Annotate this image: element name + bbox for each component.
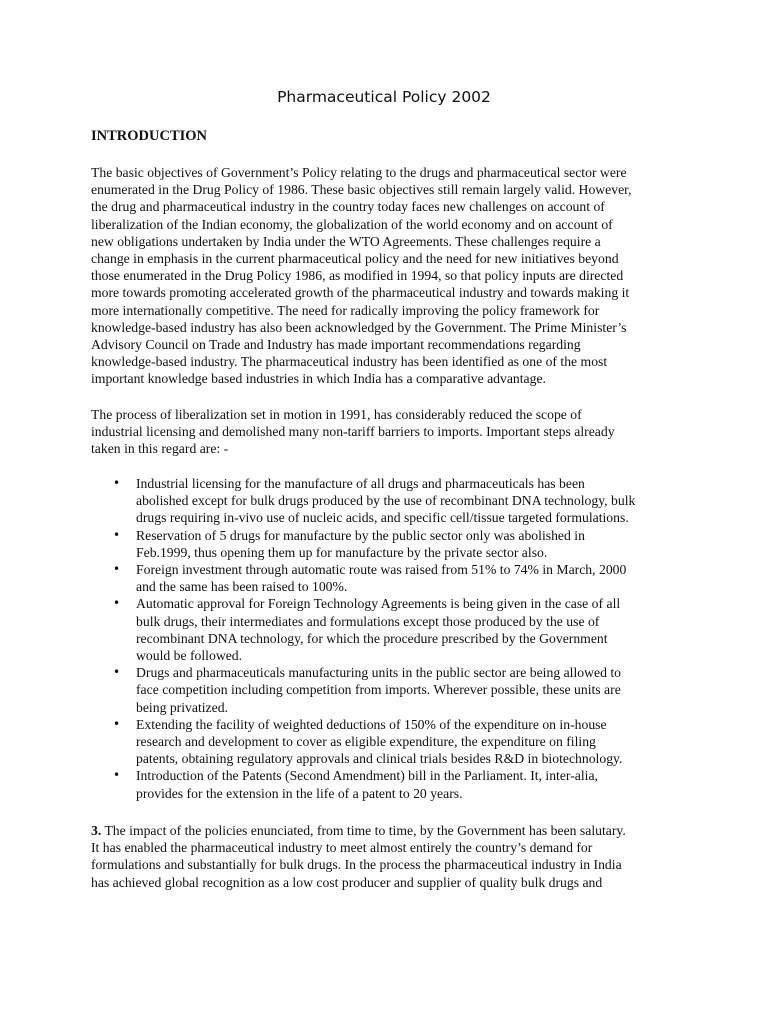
bullet-item	[91, 475, 677, 527]
bullet-line: Feb.1999, thus opening them up for manufacture by the private sector also.	[136, 544, 548, 560]
paragraph-number: 3.	[91, 823, 102, 838]
bullet-line: Foreign investment through automatic route was raised from 51% to 74% in March, 2000	[136, 562, 627, 578]
bullet-dot-icon: •	[113, 476, 121, 490]
bullet-line: Industrial licensing for the manufacture of all drugs and pharmaceuticals has been	[136, 476, 585, 491]
paragraph-impact	[91, 822, 677, 891]
paragraph-line: those enumerated in the Drug Policy 1986, as modified in 1994, so that policy inputs are directed	[91, 268, 624, 284]
paragraph-line: important knowledge based industries in which India has a comparative advantage.	[91, 371, 546, 387]
bullet-line: bulk drugs, their intermediates and formulations except those produced by the use of	[136, 613, 600, 629]
bullet-line: research and development to cover as eligible expenditure, the expenditure on filing	[136, 734, 596, 750]
paragraph-line: more internationally competitive. The need for radically improving the policy framework for	[91, 302, 600, 318]
paragraph-objectives	[91, 164, 677, 388]
bullet-item	[91, 527, 677, 561]
paragraph-liberalization	[91, 406, 677, 458]
bullet-dot-icon: •	[113, 596, 121, 611]
paragraph-line: industrial licensing and demolished many non-tariff barriers to imports. Important steps already	[91, 424, 615, 440]
paragraph-line: the drug and pharmaceutical industry in the country today faces new challenges on account of	[91, 199, 605, 215]
bullet-dot-icon: •	[113, 562, 121, 577]
bullet-line: provides for the extension in the life of a patent to 20 years.	[136, 785, 463, 801]
bullet-line: Automatic approval for Foreign Technology Agreements is being given in the case of all	[136, 596, 621, 612]
paragraph-line: The basic objectives of Government’s Policy relating to the drugs and pharmaceutical sector were	[91, 165, 627, 180]
bullet-line: face competition including competition from imports. Wherever possible, these units are	[136, 682, 621, 698]
bullet-line: Drugs and pharmaceuticals manufacturing units in the public sector are being allowed to	[136, 665, 621, 681]
page-title: Pharmaceutical Policy 2002	[277, 88, 491, 106]
bullet-line: abolished except for bulk drugs produced by the use of recombinant DNA technology, bulk	[136, 493, 636, 509]
bullet-line: patents, obtaining regulatory approvals and clinical trials besides R&D in biotechnology.	[136, 751, 623, 767]
bullet-item	[91, 595, 677, 664]
paragraph-line: liberalization of the Indian economy, the globalization of the world economy and on account of	[91, 216, 613, 232]
paragraph-line	[91, 822, 677, 839]
bullet-dot-icon: •	[113, 716, 121, 731]
bullet-line: Reservation of 5 drugs for manufacture by the public sector only was abolished in	[136, 527, 585, 543]
bullet-line: drugs requiring in-vivo use of nucleic acids, and specific cell/tissue targeted formulations.	[136, 510, 629, 526]
bullet-item	[91, 767, 677, 801]
steps-bullet-list	[91, 475, 677, 802]
bullet-dot-icon: •	[113, 527, 121, 542]
bullet-line: being privatized.	[136, 699, 228, 715]
bullet-item	[91, 561, 677, 595]
bullet-item	[91, 664, 677, 716]
bullet-line: would be followed.	[136, 648, 243, 664]
paragraph-line: knowledge-based industry. The pharmaceutical industry has been identified as one of the most	[91, 354, 608, 370]
bullet-line: and the same has been raised to 100%.	[136, 579, 348, 595]
paragraph-line: Advisory Council on Trade and Industry has made important recommendations regarding	[91, 337, 581, 353]
paragraph-line: has achieved global recognition as a low cost producer and supplier of quality bulk drugs and	[91, 874, 603, 890]
paragraph-line: new obligations undertaken by India under the WTO Agreements. These challenges require a	[91, 233, 601, 249]
paragraph-line: The process of liberalization set in motion in 1991, has considerably reduced the scope of	[91, 407, 582, 422]
section-heading: INTRODUCTION	[91, 128, 208, 144]
bullet-dot-icon: •	[113, 665, 121, 680]
bullet-line: recombinant DNA technology, for which the procedure prescribed by the Government	[136, 630, 608, 646]
paragraph-line: knowledge-based industry has also been acknowledged by the Government. The Prime Minister’s	[91, 319, 627, 335]
bullet-dot-icon: •	[113, 768, 121, 783]
paragraph-line: change in emphasis in the current pharmaceutical policy and the need for new initiatives beyond	[91, 251, 619, 267]
paragraph-line: It has enabled the pharmaceutical industry to meet almost entirely the country’s demand for	[91, 840, 593, 856]
paragraph-line: more towards promoting accelerated growth of the pharmaceutical industry and towards making it	[91, 285, 630, 301]
paragraph-line: taken in this regard are: -	[91, 441, 229, 457]
paragraph-line: enumerated in the Drug Policy of 1986. These basic objectives still remain largely valid. However,	[91, 182, 632, 198]
bullet-line: Extending the facility of weighted deductions of 150% of the expenditure on in-house	[136, 716, 607, 732]
paragraph-line: formulations and substantially for bulk drugs. In the process the pharmaceutical industry in India	[91, 857, 622, 873]
bullet-item	[91, 716, 677, 768]
paragraph-line-text: The impact of the policies enunciated, from time to time, by the Government has been salutary.	[101, 823, 626, 838]
bullet-line: Introduction of the Patents (Second Amendment) bill in the Parliament. It, inter-alia,	[136, 768, 598, 784]
